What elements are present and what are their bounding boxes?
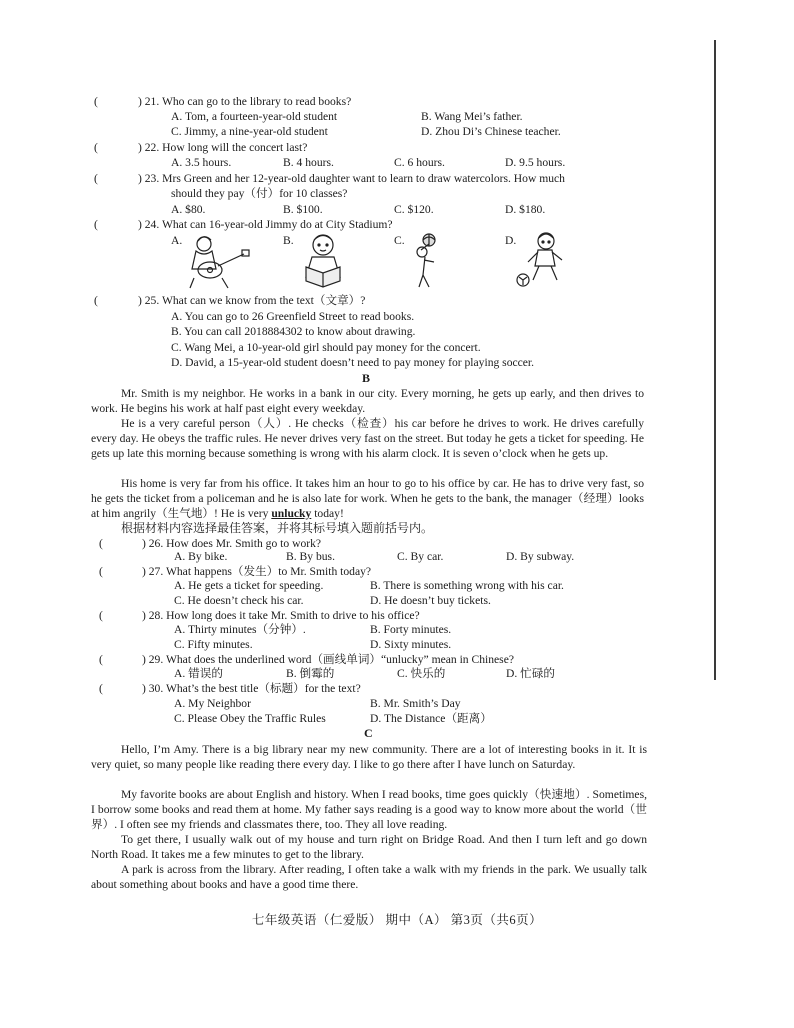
answer-paren-21: ( (94, 95, 98, 108)
answer-paren-29: ( (99, 653, 103, 666)
option-25a: A. You can go to 26 Greenfield Street to read books. (171, 310, 415, 323)
question-21: ) 21. Who can go to the library to read books? (138, 95, 352, 108)
question-22: ) 22. How long will the concert last? (138, 141, 308, 154)
answer-paren-23: ( (94, 172, 98, 185)
passage-b-para-3 (91, 476, 644, 521)
question-23-line2: should they pay（付）for 10 classes? (171, 187, 348, 200)
option-26a: A. By bike. (174, 550, 228, 563)
option-30b: B. Mr. Smith’s Day (370, 697, 461, 710)
question-24: ) 24. What can 16-year-old Jimmy do at City Stadium? (138, 218, 393, 231)
option-30d: D. The Distance（距离） (370, 712, 492, 725)
option-25d: D. David, a 15-year-old student doesn’t need to pay money for playing soccer. (171, 356, 535, 369)
option-25c: C. Wang Mei, a 10-year-old girl should pay money for the concert. (171, 341, 481, 354)
option-24c: C. (394, 234, 405, 247)
option-21a: A. Tom, a fourteen-year-old student (171, 110, 338, 123)
answer-paren-27: ( (99, 565, 103, 578)
option-28b: B. Forty minutes. (370, 623, 452, 636)
option-26d: D. By subway. (506, 550, 575, 563)
option-23a: A. $80. (171, 203, 206, 216)
answer-paren-30: ( (99, 682, 103, 695)
passage-c-para-2: My favorite books are about English and history. When I read books, time goes quickly（快速地）. Sometimes, I borrow some books and read them at home. My father says reading is a good way to know more about the world（世界）. I often see my friends and classmates there, too. They all love reading. (91, 788, 647, 831)
passage-c-para-4: A park is across from the library. After reading, I often take a walk with my friends in the park. We usually talk about something about books and have a good time there. (91, 863, 647, 891)
answer-paren-24: ( (94, 218, 98, 231)
reading-boy-icon (298, 232, 348, 290)
option-27b: B. There is something wrong with his car. (370, 579, 564, 592)
option-29a: A. 错误的 (174, 667, 223, 680)
soccer-player-icon (514, 230, 570, 290)
option-21d: D. Zhou Di’s Chinese teacher. (421, 125, 561, 138)
passage-b-para-2: He is a very careful person（人）. He checks（检查）his car before he drives to work. He drives carefully every day. He obeys the traffic rules. He never drives very fast on the street. But today he gets a ticket for speeding. He gets up late this morning because something is wrong with his alarm clock. It is seven o’clock when he gets up. (91, 417, 644, 460)
option-30c: C. Please Obey the Traffic Rules (174, 712, 326, 725)
option-22c: C. 6 hours. (394, 156, 445, 169)
page-footer: 七年级英语（仁爱版） 期中（A） 第3页（共6页） (251, 913, 543, 927)
question-25: ) 25. What can we know from the text（文章）? (138, 294, 366, 307)
passage-b-para-3-end: today! (311, 507, 344, 520)
option-28a: A. Thirty minutes（分钟）. (174, 623, 306, 636)
option-22d: D. 9.5 hours. (505, 156, 566, 169)
option-21c: C. Jimmy, a nine-year-old student (171, 125, 328, 138)
question-29: ) 29. What does the underlined word（画线单词）“unlucky” mean in Chinese? (142, 653, 514, 666)
option-27d: D. He doesn’t buy tickets. (370, 594, 491, 607)
option-22b: B. 4 hours. (283, 156, 334, 169)
option-25b: B. You can call 2018884302 to know about drawing. (171, 325, 416, 338)
question-28: ) 28. How long does it take Mr. Smith to drive to his office? (142, 609, 420, 622)
option-24b: B. (283, 234, 294, 247)
option-29b: B. 倒霉的 (286, 667, 335, 680)
option-28d: D. Sixty minutes. (370, 638, 452, 651)
basketball-player-icon (412, 230, 462, 292)
option-29d: D. 忙碌的 (506, 667, 555, 680)
answer-paren-28: ( (99, 609, 103, 622)
question-26: ) 26. How does Mr. Smith go to work? (142, 537, 322, 550)
option-24d: D. (505, 234, 517, 247)
instruction-text: 根据材料内容选择最佳答案，并将其标号填入题前括号内。 (121, 521, 434, 535)
section-c-heading: C (364, 726, 373, 740)
option-23d: D. $180. (505, 203, 546, 216)
option-26b: B. By bus. (286, 550, 335, 563)
page-edge-line (714, 40, 716, 680)
option-23c: C. $120. (394, 203, 434, 216)
option-22a: A. 3.5 hours. (171, 156, 232, 169)
option-23b: B. $100. (283, 203, 323, 216)
option-21b: B. Wang Mei’s father. (421, 110, 523, 123)
option-26c: C. By car. (397, 550, 444, 563)
option-29c: C. 快乐的 (397, 667, 446, 680)
option-30a: A. My Neighbor (174, 697, 251, 710)
answer-paren-26: ( (99, 537, 103, 550)
guitar-player-icon (182, 234, 252, 290)
answer-paren-25: ( (94, 294, 98, 307)
question-23: ) 23. Mrs Green and her 12-year-old daughter want to learn to draw watercolors. How much (138, 172, 565, 185)
passage-c-para-1: Hello, I’m Amy. There is a big library near my new community. There are a lot of interesting books in it. It is very quiet, so many people like reading there every day. I like to go there after I have lunch on Saturday. (91, 743, 647, 771)
passage-b-para-3-text: His home is very far from his office. It takes him an hour to go to his office by car. He has to drive very fast, so he gets the ticket from a policeman and he is also late for work. When he gets to the bank, the manager（经理）looks at him angrily（生气地）! He is very (91, 477, 644, 520)
question-27: ) 27. What happens（发生）to Mr. Smith today? (142, 565, 372, 578)
option-24a: A. (171, 234, 183, 247)
option-27a: A. He gets a ticket for speeding. (174, 579, 324, 592)
passage-c-para-3: To get there, I usually walk out of my house and turn right on Bridge Road. And then I turn left and go down North Road. It takes me a few minutes to get to the library. (91, 833, 647, 861)
underlined-word: unlucky (271, 507, 312, 520)
passage-b-para-1: Mr. Smith is my neighbor. He works in a bank in our city. Every morning, he gets up early, and then drives to work. He begins his work at half past eight every weekday. (91, 387, 644, 415)
answer-paren-22: ( (94, 141, 98, 154)
section-b-heading: B (362, 371, 371, 385)
option-28c: C. Fifty minutes. (174, 638, 253, 651)
option-27c: C. He doesn’t check his car. (174, 594, 304, 607)
question-30: ) 30. What’s the best title（标题）for the text? (142, 682, 361, 695)
